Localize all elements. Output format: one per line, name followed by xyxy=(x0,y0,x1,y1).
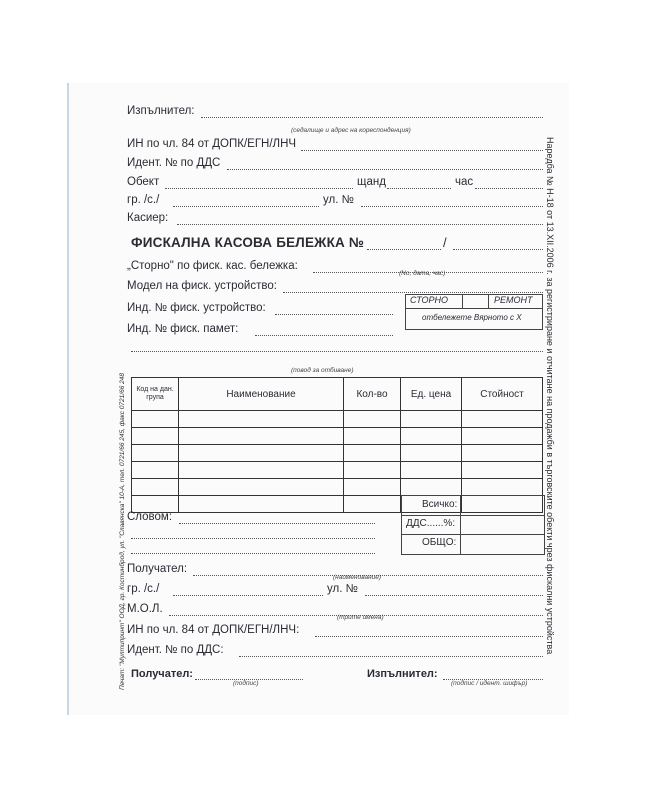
street2-field[interactable] xyxy=(365,595,543,596)
mol-hint: (трите имена) xyxy=(337,614,384,621)
hour-label: час xyxy=(455,176,474,188)
vat-label: Идент. № по ДДС xyxy=(127,157,221,169)
issuer-field[interactable] xyxy=(201,117,543,118)
receipt-form xyxy=(67,83,569,715)
vat-field[interactable] xyxy=(227,169,543,170)
in2-label: ИН по чл. 84 от ДОПК/ЕГН/ЛНЧ: xyxy=(127,624,300,636)
in-words-field-3[interactable] xyxy=(131,553,375,554)
device-label: Инд. № фиск. устройство: xyxy=(127,302,266,314)
reason-hint: (повод за отбиване) xyxy=(291,367,354,374)
memory-label: Инд. № фиск. памет: xyxy=(127,323,239,335)
device-field[interactable] xyxy=(275,314,393,315)
totals-box xyxy=(401,495,545,555)
col-qty-header: Кол-во xyxy=(344,378,401,411)
in-words-field-2[interactable] xyxy=(131,538,375,539)
table-row[interactable] xyxy=(132,428,543,445)
city2-field[interactable] xyxy=(173,595,323,596)
sig-recipient-label: Получател: xyxy=(131,668,193,680)
model-label: Модел на фиск. устройство: xyxy=(127,280,277,292)
shift-field[interactable] xyxy=(387,188,451,189)
in2-field[interactable] xyxy=(315,636,543,637)
total-label: Всичко: xyxy=(422,499,458,510)
issuer-label: Изпълнител: xyxy=(127,105,195,117)
city2-label: гр. /с./ xyxy=(127,583,160,595)
sig-recipient-hint: (подпис) xyxy=(233,680,259,687)
recipient-label: Получател: xyxy=(127,563,188,575)
cashier-label: Касиер: xyxy=(127,212,169,224)
street-field[interactable] xyxy=(361,206,543,207)
in-label: ИН по чл. 84 от ДОПК/ЕГН/ЛНЧ xyxy=(127,138,297,150)
object-field[interactable] xyxy=(165,188,353,189)
in-words-label: Словом: xyxy=(127,511,173,523)
in-words-field[interactable] xyxy=(179,523,375,524)
city-label: гр. /с./ xyxy=(127,194,160,206)
grand-total-label: ОБЩО: xyxy=(422,537,457,548)
storno-option[interactable]: СТОРНО xyxy=(410,295,449,305)
memory-field[interactable] xyxy=(255,335,393,336)
col-name-header: Наименование xyxy=(179,378,344,411)
receipt-date-field[interactable] xyxy=(453,249,543,250)
sig-issuer-hint: (подпис / идент. шифър) xyxy=(451,680,528,687)
storno-repair-box xyxy=(405,294,543,330)
vat-pct-label: ДДС......%: xyxy=(406,518,456,529)
shift-label: щанд xyxy=(357,176,386,188)
col-code-header: Код на дан. група xyxy=(136,386,174,401)
street-label: ул. № xyxy=(323,194,354,206)
receipt-number-field[interactable] xyxy=(367,249,441,250)
object-label: Обект xyxy=(127,176,160,188)
receipt-title: ФИСКАЛНА КАСОВА БЕЛЕЖКА № xyxy=(131,235,365,250)
vat2-field[interactable] xyxy=(239,656,543,657)
printer-text: Печат: "Мултипринт" ООД, гр. Костинброд, ул. "Славянска" 10-А, тел. 0721/66 245, факс 0721/66 248 xyxy=(119,373,126,690)
regulation-text: Наредба № Н-18 от 13.XII.2006 г. за регистриране и отчитане на продажби в търговските обекти чрез фискални устройства xyxy=(545,137,555,655)
col-value-header: Стойност xyxy=(462,378,543,411)
col-price-header: Ед. цена xyxy=(401,378,462,411)
city-field[interactable] xyxy=(173,206,319,207)
table-row[interactable] xyxy=(132,445,543,462)
street2-label: ул. № xyxy=(327,583,358,595)
table-row[interactable] xyxy=(132,462,543,479)
recipient-hint: (наименование) xyxy=(333,574,382,581)
hour-field[interactable] xyxy=(475,188,543,189)
vat2-label: Идент. № по ДДС: xyxy=(127,644,224,656)
cashier-field[interactable] xyxy=(177,224,543,225)
in-field[interactable] xyxy=(301,150,543,151)
sig-issuer-label: Изпълнител: xyxy=(367,668,438,680)
mol-label: М.О.Л. xyxy=(127,603,163,615)
storno-label: „Сторно" по фиск. кас. бележка: xyxy=(127,260,298,272)
title-slash: / xyxy=(443,235,447,250)
box-hint: отбележете Вярното с Х xyxy=(422,313,522,322)
table-row[interactable] xyxy=(132,411,543,428)
issuer-hint: (седалище и адрес на кореспонденция) xyxy=(291,127,411,134)
storno-hint: (No, дата, час) xyxy=(399,270,446,277)
repair-option[interactable]: РЕМОНТ xyxy=(494,295,533,305)
model-field[interactable] xyxy=(283,292,543,293)
table-row[interactable] xyxy=(132,479,543,496)
items-table xyxy=(131,377,543,513)
reason-field[interactable] xyxy=(131,351,543,352)
